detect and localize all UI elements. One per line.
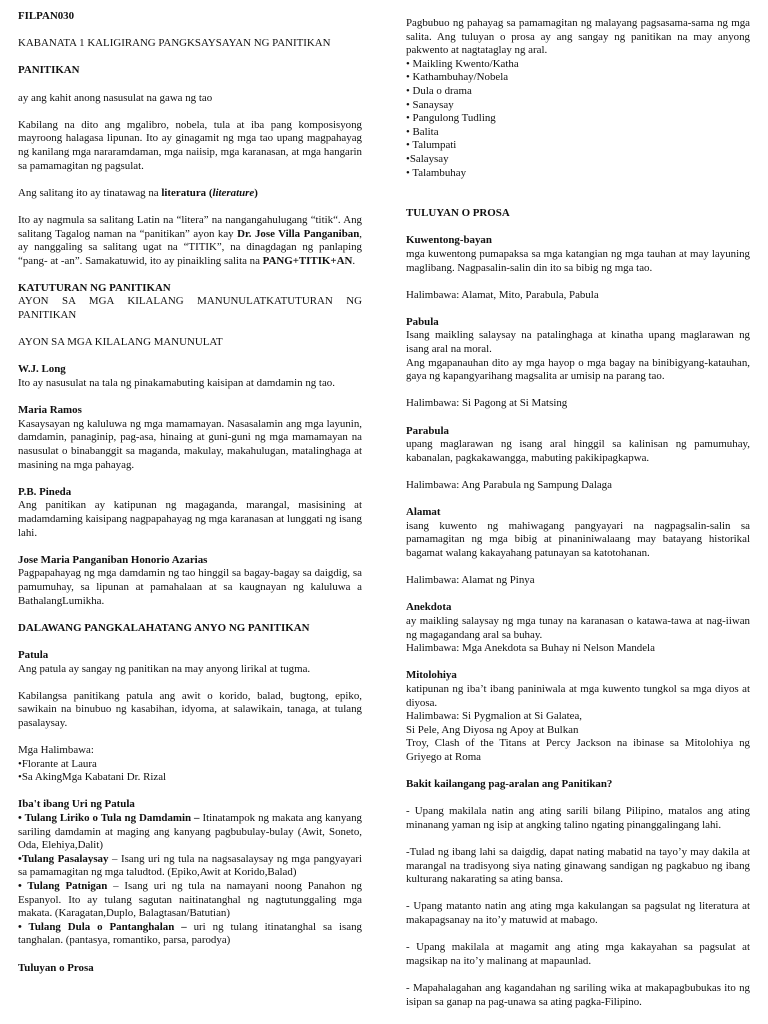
panitikan-definition: ay ang kahit anong nasusulat na gawa ng tao [18,91,213,104]
azarias-name: Jose Maria Panganiban Honorio Azarias [18,553,208,566]
reason-item: - Mapahalagahan ang kagandahan ng sariling wika at makapagbubukas ito ng isipan sa ganap na pag-unawa sa ating pagka-Filipino. [406,981,750,1008]
anekdota-text: ay maikling salaysay ng mga tunay na karanasan o katawa-tawa at nag-iiwan ng magagandang aral sa buhay. [406,614,750,641]
reason-item: -Tulad ng ibang lahi sa daigdig, dapat nating mabatid na tayo’y may dakila at marangal na tradisyong siya nating ginawang sandigan ng pagkabuo ng ibang kulturang nakarating sa ating bansa. [406,846,750,886]
reason-item: - Upang matanto natin ang ating mga kakulangan sa pagsulat ng literatura at makapagsanay na ito’y matuwid at mabago. [406,900,750,926]
tuluyan-heading-left: Tuluyan o Prosa [18,961,94,974]
literatura-paragraph: Ang salitang ito ay tinatawag na literatura (literature) [18,186,258,199]
list-item: • Dula o drama [406,84,472,97]
ayon-short-heading: AYON SA MGA KILALANG MANUNULAT [18,336,223,349]
kuwentong-heading: Kuwentong-bayan [406,234,492,247]
panganiban-name: Dr. Jose Villa Panganiban [237,227,360,240]
course-code: FILPAN030 [18,10,75,22]
list-item: •Salaysay [406,152,449,165]
list-item: • Maikling Kwento/Katha [406,57,519,70]
list-item: • Talumpati [406,139,457,152]
pasalaysay-item: •Tulang Pasalaysay – Isang uri ng tula na nagsasalaysay ng mga pangyayari sa pamamagitan ng mga taludtod. (Epiko,Awit at Korido,Balad) [18,852,362,879]
list-item: •Florante at Laura [18,757,97,770]
pabula-text-2: Ang mgapanauhan dito ay mga hayop o mga bagay na binibigyang-katauhan, gaya ng kapangyarihang magsalita ar umisip na parang tao. [406,356,750,383]
left-column [18,10,362,975]
literatura-term: literatura [161,186,207,199]
kabilangsa-text: Kabilangsa panitikang patula ang awit o korido, balad, bugtong, epiko, sawikain na binubuo ng kasabihan, idyoma, at salawikain, tanaga, at tulang pasalaysay. [18,689,362,729]
list-item: • Talambuhay [406,166,467,179]
long-name: W.J. Long [18,363,66,376]
tuluyan-heading-right: TULUYAN O PROSA [406,207,510,220]
list-item: • Pangulong Tudling [406,112,496,125]
patnigan-item: • Tulang Patnigan – Isang uri ng tula na namayani noong Panahon ng Espanyol. Ito ay tulang sagutan naitinatanghal ng nagtutunggaling mga makata. (Karagatan,Duplo, Balagtasan/Batutian) [18,880,362,920]
ibat-heading: Iba't ibang Uri ng Patula [18,798,135,811]
patula-text: Ang patula ay sangay ng panitikan na may anyong lirikal at tugma. [18,662,311,675]
parabula-heading: Parabula [406,424,449,437]
right-column [406,17,750,1009]
mitolohiya-text: katipunan ng iba’t ibang paniniwala at mga kuwento tungkol sa mga diyos at diyosa. [406,682,750,709]
dalawang-heading: DALAWANG PANGKALAHATANG ANYO NG PANITIKAN [18,621,310,634]
alamat-heading: Alamat [406,506,441,519]
parabula-text: upang maglarawan ng isang aral hinggil sa kalinisan ng pamumuhay, kabanalan, pagkakawangga, mabuting pakikipagkapwa. [406,438,750,464]
list-item: •Sa AkingMga Kabatani Dr. Rizal [18,771,167,784]
pabula-text-1: Isang maikling salaysay na patalinghaga at kinatha upang maglarawan ng isang aral na moral. [406,329,750,356]
pabula-heading: Pabula [406,315,439,328]
mitolohiya-example-3: Troy, Clash of the Titans at Percy Jackson na ibinase sa Mitolohiya ng Griyego at Roma [406,737,750,763]
pang-titik-an: PANG+TITIK+AN [262,254,353,267]
long-text: Ito ay nasusulat na tala ng pinakamabuting kaisipan at damdamin ng tao. [18,377,335,390]
ramos-name: Maria Ramos [18,404,82,417]
alamat-text: isang kuwento ng mahiwagang pangyayari na nagpagsalin-salin sa pamamagitan ng mga bibig at pinaniniwalaang may batayang historikal bagamat walang kakayahang patunayan sa katotohanan. [406,519,750,559]
literature-term: literature [212,186,255,199]
pineda-text: Ang panitikan ay katipunan ng magaganda, marangal, masisining at madamdaming kaisipang nagpapahayag ng mga karanasan at lunggati ng isang lahi. [18,499,362,539]
mitolohiya-example-1: Halimbawa: Si Pygmalion at Si Galatea, [406,710,583,723]
mitolohiya-heading: Mitolohiya [406,669,457,682]
list-item: • Balita [406,125,439,138]
parabula-halimbawa: Halimbawa: Ang Parabula ng Sampung Dalaga [406,479,612,491]
reason-item: - Upang makilala natin ang ating sarili bilang Pilipino, matalos ang ating minanang yaman ng isip at angking talino ngating pinanggalingang lahi. [406,805,750,831]
panitikan-heading: PANITIKAN [18,64,80,77]
bakit-heading: Bakit kailangang pag-aralan ang Panitikan? [406,778,613,791]
anekdota-halimbawa: Halimbawa: Mga Anekdota sa Buhay ni Nelson Mandela [406,642,655,655]
ramos-text: Kasaysayan ng kaluluwa ng mga mamamayan. Nasasalamin ang mga layunin, damdamin, panaginip, pag-asa, hinaing at guni-guni ng mga mamamayan na nasusulat o binabanggit sa maganda, makulay, makahulugan, matalinghaga at masining na mga pahayag. [18,417,362,471]
liriko-item: • Tulang Liriko o Tula ng Damdamin – Itinatampok ng makata ang kanyang sariling damdamin at maging ang kanyang pagbubulay-bulay (Awit, Soneto, Oda, Elehiya,Dalit) [18,812,362,852]
alamat-halimbawa: Halimbawa: Alamat ng Pinya [406,574,535,587]
azarias-text: Pagpapahayag ng mga damdamin ng tao hinggil sa bagay-bagay sa daigdig, sa pamumuhay, sa lipunan at pamahalaan at sa kaugnayan ng kaluluwa a BathalangLumikha. [18,567,362,607]
mitolohiya-example-2: Si Pele, Ang Diyosa ng Apoy at Bulkan [406,723,579,736]
list-item: • Sanaysay [406,98,454,111]
prosa-intro: Pagbubuo ng pahayag sa pamamagitan ng malayang pagsasama-sama ng mga salita. Ang tuluyan o prosa ay ang sangay ng panitikan na may anyong pakwento at nagtataglay ng aral. [406,17,750,57]
patula-heading: Patula [18,648,49,661]
chapter-title: KABANATA 1 KALIGIRANG PANGKSAYSAYAN NG PANITIKAN [18,37,331,50]
halimbawa-label: Mga Halimbawa: [18,744,94,757]
reason-item: - Upang makilala at magamit ang ating mga kakayahan sa pagsulat at magsikap na ito’y malinang at mapaunlad. [406,941,750,967]
kabilang-paragraph: Kabilang na dito ang mgalibro, nobela, tula at iba pang komposisyong mayroong halagasa lipunan. Ito ay ginagamit ng mga tao upang magpahayag ng kanilang mga nararamdaman, mga naiisip, mga karanasan, at mga hangarin sa pamamagitan ng pagsulat. [18,118,362,172]
pabula-halimbawa: Halimbawa: Si Pagong at Si Matsing [406,397,568,410]
ayon-long-heading: AYON SA MGA KILALANG MANUNULATKATUTURAN NG PANITIKAN [18,295,362,322]
anekdota-heading: Anekdota [406,601,452,614]
katuturan-heading: KATUTURAN NG PANITIKAN [18,281,171,294]
list-item: • Kathambuhay/Nobela [406,71,509,84]
pineda-name: P.B. Pineda [18,485,72,498]
dula-item: • Tulang Dula o Pantanghalan – uri ng tulang itinatanghal sa isang tanghalan. (pantasya, romantiko, parsa, parodya) [18,920,362,947]
kuwentong-halimbawa: Halimbawa: Alamat, Mito, Parabula, Pabula [406,288,599,301]
kuwentong-text: mga kuwentong pumapaksa sa mga katangian ng mga tauhan at may layuning maglibang. Nagpasalin-salin din ito sa bibig ng mga tao. [406,247,750,274]
latin-paragraph: Ito ay nagmula sa salitang Latin na “litera” na nangangahulugang “titik“. Ang salitang Tagalog naman na “panitikan” ayon kay Dr. Jose Villa Panganiban, ay nanggaling sa salitang ugat na “TITIK”, na dinagdagan ng panlaping “pang- at -an”. Samakatuwid, ito ay pinaikling salita na PANG+TITIK+AN. [18,213,362,267]
